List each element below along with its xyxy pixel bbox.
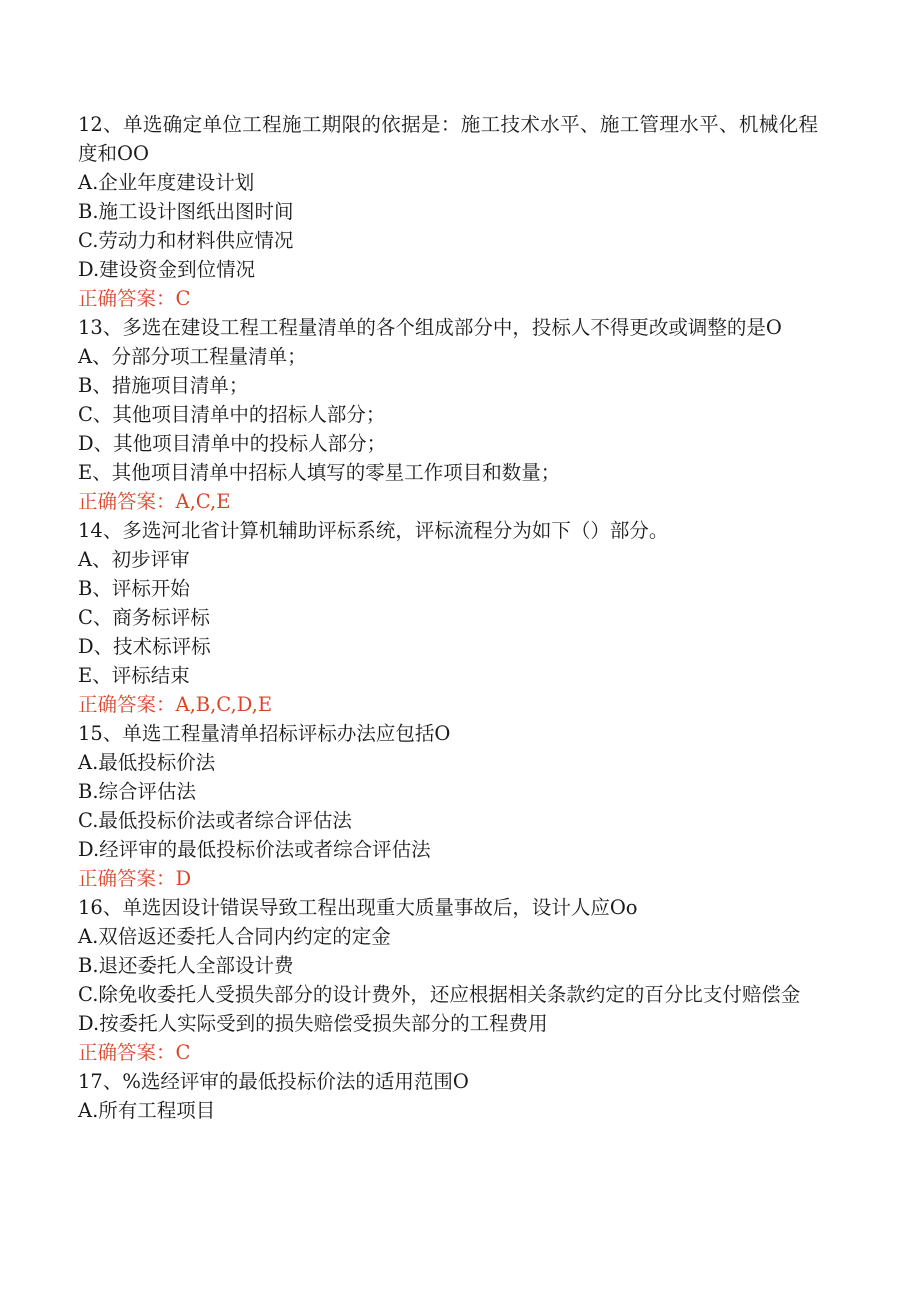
correct-answer: 正确答案：C xyxy=(78,287,191,310)
option-a: A.最低投标价法 xyxy=(78,751,216,774)
question-stem: 16、单选因设计错误导致工程出现重大质量事故后，设计人应Oo xyxy=(78,896,638,919)
option-a: A.双倍返还委托人合同内约定的定金 xyxy=(78,925,391,948)
option-c: C.劳动力和材料供应情况 xyxy=(78,229,294,252)
option-b: B、评标开始 xyxy=(78,577,190,600)
correct-answer: 正确答案：A,B,C,D,E xyxy=(78,693,273,716)
option-d: D、技术标评标 xyxy=(78,635,211,658)
question-list xyxy=(78,110,818,1125)
option-e: E、其他项目清单中招标人填写的零星工作项目和数量； xyxy=(78,461,561,484)
correct-answer: 正确答案：A,C,E xyxy=(78,490,231,513)
question-12 xyxy=(78,110,818,313)
option-d: D、其他项目清单中的投标人部分； xyxy=(78,432,387,455)
option-a: A.企业年度建设计划 xyxy=(78,171,255,194)
correct-answer: 正确答案：D xyxy=(78,867,192,890)
option-b: B.施工设计图纸出图时间 xyxy=(78,200,294,223)
question-13 xyxy=(78,313,818,516)
option-e: E、评标结束 xyxy=(78,664,190,687)
option-b: B.退还委托人全部设计费 xyxy=(78,954,294,977)
option-a: A.所有工程项目 xyxy=(78,1099,216,1122)
question-17 xyxy=(78,1067,818,1125)
option-b: B、措施项目清单； xyxy=(78,374,249,397)
option-c: C.最低投标价法或者综合评估法 xyxy=(78,809,352,832)
question-stem: 13、多选在建设工程工程量清单的各个组成部分中，投标人不得更改或调整的是O xyxy=(78,316,782,339)
option-c: C、商务标评标 xyxy=(78,606,210,629)
option-c: C、其他项目清单中的招标人部分； xyxy=(78,403,386,426)
question-stem: 17、%选经评审的最低投标价法的适用范围O xyxy=(78,1070,469,1093)
option-a: A、初步评审 xyxy=(78,548,190,571)
question-15 xyxy=(78,719,818,893)
question-stem: 12、单选确定单位工程施工期限的依据是：施工技术水平、施工管理水平、机械化程度和OO xyxy=(78,113,818,165)
option-d: D.按委托人实际受到的损失赔偿受损失部分的工程费用 xyxy=(78,1012,548,1035)
option-b: B.综合评估法 xyxy=(78,780,197,803)
correct-answer: 正确答案：C xyxy=(78,1041,191,1064)
option-c: C.除免收委托人受损失部分的设计费外，还应根据相关条款约定的百分比支付赔偿金 xyxy=(78,983,801,1006)
question-stem: 15、单选工程量清单招标评标办法应包括O xyxy=(78,722,451,745)
option-a: A、分部分项工程量清单； xyxy=(78,345,307,368)
question-16 xyxy=(78,893,818,1067)
option-d: D.建设资金到位情况 xyxy=(78,258,256,281)
option-d: D.经评审的最低投标价法或者综合评估法 xyxy=(78,838,431,861)
question-14 xyxy=(78,516,818,719)
question-stem: 14、多选河北省计算机辅助评标系统，评标流程分为如下（）部分。 xyxy=(78,519,669,542)
